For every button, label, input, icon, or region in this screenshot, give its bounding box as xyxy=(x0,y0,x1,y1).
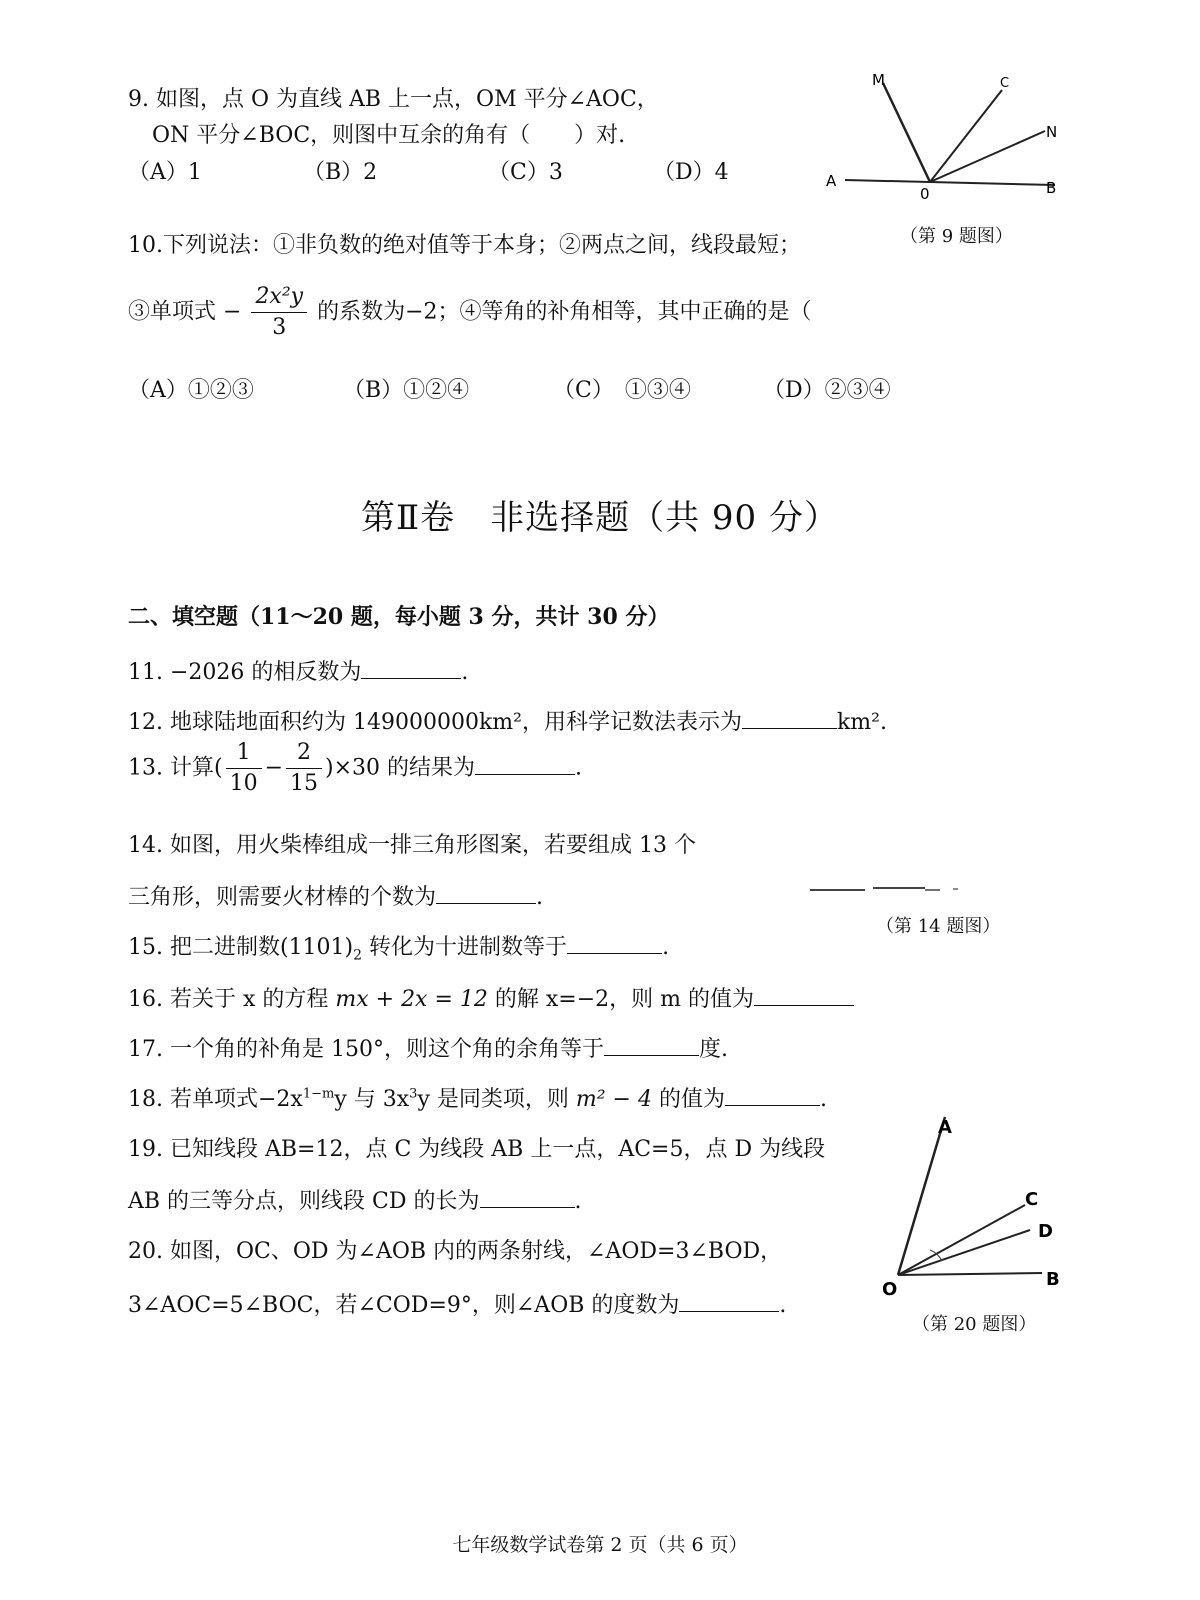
q14-line2: 三角形，则需要火材棒的个数为 xyxy=(128,885,437,910)
q12-end: km². xyxy=(836,710,887,735)
q19-line2-wrap xyxy=(128,1184,582,1215)
q14-answer-blank[interactable] xyxy=(436,883,536,904)
q10-line2 xyxy=(128,282,812,343)
ray-ob xyxy=(898,1273,1042,1275)
q19-line1: 19. 已知线段 AB=12，点 C 为线段 AB 上一点，AC=5，点 D 为线段 xyxy=(128,1137,826,1162)
q16-prefix: 16. 若关于 x 的方程 xyxy=(128,987,336,1012)
q15-answer-blank[interactable] xyxy=(567,933,662,954)
q16-answer-blank[interactable] xyxy=(754,985,854,1006)
q11-text: 11. −2026 的相反数为 xyxy=(128,660,362,685)
q18-suffix: 的值为 xyxy=(651,1087,725,1112)
q18-prefix: 18. 若单项式−2x xyxy=(128,1087,303,1112)
label-b: B xyxy=(1046,1269,1060,1290)
q17-answer-blank[interactable] xyxy=(604,1035,699,1056)
q18-mid: y 与 3x xyxy=(334,1087,410,1112)
q16-equation: mx + 2x = 12 xyxy=(335,987,488,1012)
q9-figure xyxy=(820,65,1070,205)
q10-fraction-numerator: 2x²y xyxy=(251,282,307,313)
q10-suffix: 的系数为−2；④等角的补角相等，其中正确的是（ xyxy=(317,299,812,325)
q9-option-b: （B）2 xyxy=(303,160,378,185)
q11-answer-blank[interactable] xyxy=(361,658,461,679)
line-ab xyxy=(845,180,1055,185)
q12-text: 12. 地球陆地面积约为 149000000km²，用科学记数法表示为 xyxy=(128,710,742,735)
q20-end: . xyxy=(779,1293,787,1318)
q13-fraction-1-numerator: 1 xyxy=(226,738,262,769)
q9-line1: 9. 如图，点 O 为直线 AB 上一点，OM 平分∠AOC， xyxy=(128,87,659,112)
q16 xyxy=(128,982,854,1013)
label-n: N xyxy=(1046,123,1058,141)
section2-title: 二、填空题（11～20 题，每小题 3 分，共计 30 分） xyxy=(128,604,670,630)
label-m: M xyxy=(872,71,885,89)
q10-fraction-denominator: 3 xyxy=(272,315,287,340)
q13-end: . xyxy=(575,755,583,781)
q14-figure xyxy=(805,878,975,898)
q13-fraction-2-numerator: 2 xyxy=(286,738,322,769)
q18-exponent-1: 1−m xyxy=(302,1086,335,1102)
q18-end: . xyxy=(819,1087,827,1112)
q10-option-c: （C） ①③④ xyxy=(553,378,691,403)
q11 xyxy=(128,655,468,686)
label-o: O xyxy=(882,1279,898,1300)
q15-end: . xyxy=(662,935,670,960)
q20-answer-blank[interactable] xyxy=(679,1291,779,1312)
ray-on xyxy=(930,131,1045,182)
q9-line2: ON 平分∠BOC，则图中互余的角有（ ）对. xyxy=(152,123,626,148)
label-a: A xyxy=(826,172,837,190)
q20-figure xyxy=(870,1105,1070,1305)
label-c: C xyxy=(1000,76,1010,91)
q10-line1: 10.下列说法：①非负数的绝对值等于本身；②两点之间，线段最短； xyxy=(128,233,801,258)
q18-expression: m² − 4 xyxy=(575,1087,652,1112)
part2-title: 第Ⅱ卷 非选择题（共 90 分） xyxy=(361,498,839,538)
q18 xyxy=(128,1082,827,1113)
q14-line2-wrap xyxy=(128,880,543,911)
q19-end: . xyxy=(574,1189,582,1214)
q20-line2: 3∠AOC=5∠BOC，若∠COD=9°，则∠AOB 的度数为 xyxy=(128,1293,680,1318)
q10-fraction xyxy=(251,282,307,343)
q15 xyxy=(128,930,669,963)
label-d: D xyxy=(1038,1221,1053,1242)
q18-exponent-2: 3 xyxy=(409,1086,418,1102)
q13-fraction-2-denominator: 15 xyxy=(290,771,319,796)
q19-answer-blank[interactable] xyxy=(480,1187,575,1208)
q19-line2: AB 的三等分点，则线段 CD 的长为 xyxy=(128,1189,480,1214)
q13-fraction-1-denominator: 10 xyxy=(229,771,258,796)
q12 xyxy=(128,705,887,736)
q13-answer-blank[interactable] xyxy=(475,754,575,775)
q15-subscript: 2 xyxy=(353,947,363,964)
q13-prefix: 13. 计算( xyxy=(128,755,223,781)
q17 xyxy=(128,1032,728,1063)
ray-od xyxy=(898,1230,1030,1275)
q16-suffix: 的解 x=−2，则 m 的值为 xyxy=(487,987,754,1012)
q9-option-a: （A）1 xyxy=(128,160,202,185)
q10-prefix: ③单项式 − xyxy=(128,299,242,325)
q13 xyxy=(128,738,582,799)
ray-oa xyxy=(898,1117,945,1275)
q14-line1: 14. 如图，用火柴棒组成一排三角形图案，若要组成 13 个 xyxy=(128,833,696,858)
q18-answer-blank[interactable] xyxy=(725,1085,820,1106)
ray-oc xyxy=(898,1205,1025,1275)
ray-om xyxy=(883,83,930,182)
q13-fraction-2 xyxy=(286,738,322,799)
q11-end: . xyxy=(461,660,469,685)
ray-oc xyxy=(930,90,1002,182)
q17-text: 17. 一个角的补角是 150°，则这个角的余角等于 xyxy=(128,1037,604,1062)
q15-suffix: 转化为十进制数等于 xyxy=(362,935,568,960)
q20-figure-caption: （第 20 题图） xyxy=(912,1314,1037,1335)
q10-options xyxy=(128,373,928,404)
q13-suffix: )×30 的结果为 xyxy=(325,755,476,781)
q17-end: 度. xyxy=(698,1037,728,1062)
q9-option-d: （D）4 xyxy=(653,160,729,185)
q10-option-a: （A）①②③ xyxy=(128,378,254,403)
label-c: C xyxy=(1025,1189,1039,1210)
page-footer: 七年级数学试卷第 2 页（共 6 页） xyxy=(452,1534,748,1556)
q15-prefix: 15. 把二进制数(1101) xyxy=(128,935,354,960)
q10-option-b: （B）①②④ xyxy=(343,378,470,403)
q9-options xyxy=(128,155,768,186)
q13-fraction-1 xyxy=(226,738,262,799)
q9-option-c: （C）3 xyxy=(488,160,563,185)
q20-line2-wrap xyxy=(128,1288,786,1319)
q10-option-d: （D）②③④ xyxy=(763,378,891,403)
q20-line1: 20. 如图，OC、OD 为∠AOB 内的两条射线，∠AOD=3∠BOD， xyxy=(128,1239,783,1264)
q18-mid2: y 是同类项，则 xyxy=(417,1087,576,1112)
q13-minus: − xyxy=(264,755,284,781)
q12-answer-blank[interactable] xyxy=(742,708,837,729)
q14-figure-caption: （第 14 题图） xyxy=(876,916,1001,937)
label-o: 0 xyxy=(920,185,930,203)
q14-end: . xyxy=(536,885,544,910)
q9-figure-caption: （第 9 题图） xyxy=(900,226,1013,247)
label-a: A xyxy=(938,1117,952,1138)
label-b: B xyxy=(1046,179,1057,197)
